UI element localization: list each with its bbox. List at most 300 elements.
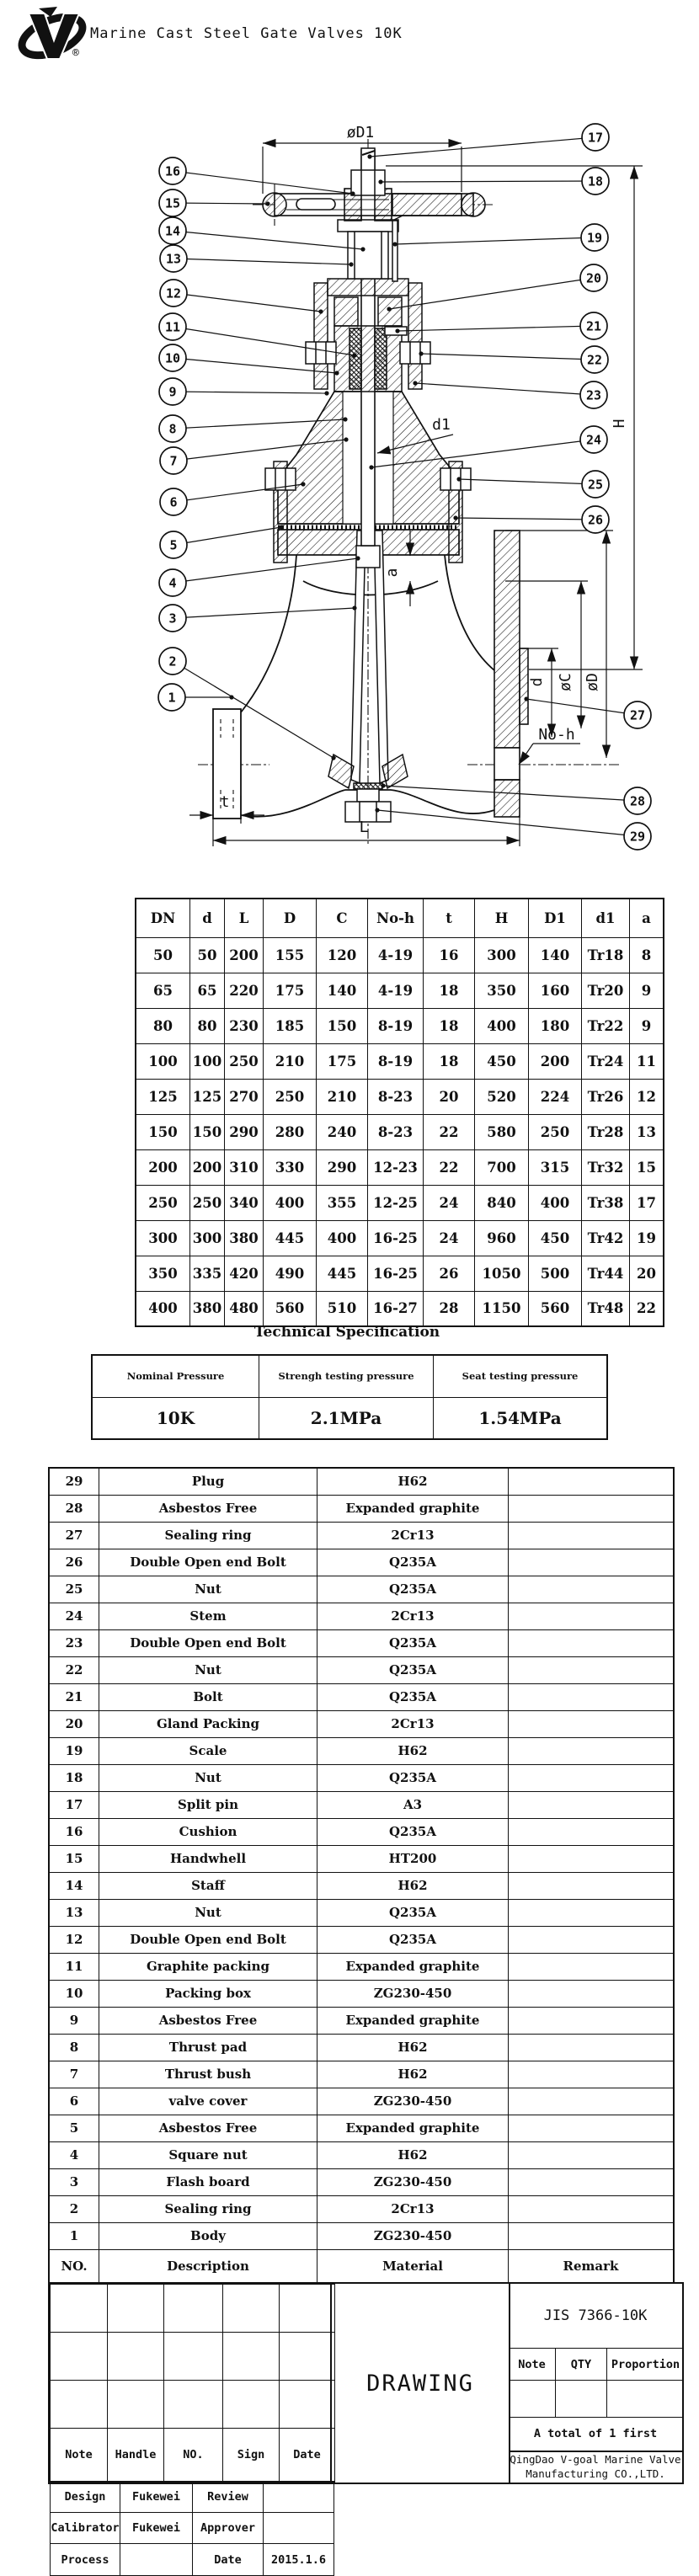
part-number: 28 xyxy=(49,1495,99,1522)
dim-table-cell: 280 xyxy=(264,1114,317,1149)
dim-table-cell: Tr44 xyxy=(582,1256,630,1291)
dim-table-cell: 250 xyxy=(264,1079,317,1114)
dim-table-cell: 65 xyxy=(136,973,190,1008)
svg-text:5: 5 xyxy=(169,537,178,553)
dim-table-cell: 400 xyxy=(136,1291,190,1326)
part-material: H62 xyxy=(317,2061,509,2088)
dim-table-cell: Tr18 xyxy=(582,937,630,973)
parts-list-row xyxy=(49,1764,674,1791)
role-calibrator: Calibrator xyxy=(51,2513,120,2544)
svg-text:13: 13 xyxy=(165,251,182,267)
parts-list-row xyxy=(49,1710,674,1737)
svg-text:26: 26 xyxy=(587,512,604,528)
dim-table-cell: 19 xyxy=(630,1220,664,1256)
dim-table-cell: 200 xyxy=(225,937,264,973)
part-remark xyxy=(509,2034,675,2061)
part-remark xyxy=(509,2168,675,2195)
svg-text:21: 21 xyxy=(585,318,602,334)
part-description: Nut xyxy=(99,1576,317,1603)
part-material: Q235A xyxy=(317,1656,509,1683)
part-number: 5 xyxy=(49,2115,99,2141)
parts-list-row xyxy=(49,1522,674,1549)
spec-header-seat: Seat testing pressure xyxy=(434,1355,608,1397)
part-material: H62 xyxy=(317,2034,509,2061)
part-remark xyxy=(509,1737,675,1764)
process-name xyxy=(120,2544,193,2576)
part-material: ZG230-450 xyxy=(317,1980,509,2007)
parts-list-header-row xyxy=(49,2249,674,2283)
dim-table-cell: Tr48 xyxy=(582,1291,630,1326)
dim-table-row xyxy=(136,973,664,1008)
dim-table-cell: 380 xyxy=(225,1220,264,1256)
dim-table-cell: 580 xyxy=(475,1114,529,1149)
svg-text:12: 12 xyxy=(165,285,182,301)
dim-table-row xyxy=(136,1220,664,1256)
standard-number: JIS 7366-10K xyxy=(543,2307,648,2324)
dim-table-cell: 17 xyxy=(630,1185,664,1220)
part-description: Nut xyxy=(99,1899,317,1926)
parts-list-row xyxy=(49,1603,674,1629)
dim-label-stem-dia: d1 xyxy=(432,416,451,434)
date-value: 2015.1.6 xyxy=(264,2544,334,2576)
part-description: Scale xyxy=(99,1737,317,1764)
dim-table-cell: 12 xyxy=(630,1079,664,1114)
parts-list-row xyxy=(49,2141,674,2168)
qty-header-proportion: Proportion xyxy=(607,2349,685,2381)
dim-table-cell: 315 xyxy=(529,1149,582,1185)
part-number: 29 xyxy=(49,1468,99,1495)
dim-table-cell: Tr28 xyxy=(582,1114,630,1149)
parts-list-row xyxy=(49,1899,674,1926)
dim-table-cell: 12-25 xyxy=(368,1185,424,1220)
title-block-right xyxy=(509,2284,682,2483)
part-number: 2 xyxy=(49,2195,99,2222)
part-material: 2Cr13 xyxy=(317,2195,509,2222)
dim-table-cell: 120 xyxy=(317,937,368,973)
parts-list-row xyxy=(49,2088,674,2115)
part-description: Split pin xyxy=(99,1791,317,1818)
dim-table-cell: Tr26 xyxy=(582,1079,630,1114)
svg-text:28: 28 xyxy=(629,793,646,809)
parts-list-row xyxy=(49,2061,674,2088)
dim-table-cell: 13 xyxy=(630,1114,664,1149)
part-remark xyxy=(509,1791,675,1818)
dim-table-cell: 22 xyxy=(630,1291,664,1326)
spec-value-strength: 2.1MPa xyxy=(259,1397,434,1439)
part-description: Sealing ring xyxy=(99,2195,317,2222)
part-material: ZG230-450 xyxy=(317,2222,509,2249)
svg-text:4: 4 xyxy=(168,575,177,591)
svg-text:20: 20 xyxy=(585,270,602,286)
spec-title: Technical Specification xyxy=(253,1324,440,1341)
dim-table-cell: 9 xyxy=(630,973,664,1008)
dim-label-bore: d xyxy=(528,677,546,687)
callout-18 xyxy=(378,168,609,195)
part-description: Body xyxy=(99,2222,317,2249)
dim-table-cell: 16-25 xyxy=(368,1220,424,1256)
dim-label-height: H xyxy=(611,419,628,429)
dim-table-cell: Tr20 xyxy=(582,973,630,1008)
callout-26 xyxy=(453,506,609,533)
part-remark xyxy=(509,2088,675,2115)
dim-table-cell: 270 xyxy=(225,1079,264,1114)
dim-table-cell: 200 xyxy=(190,1149,225,1185)
dim-table-cell: 240 xyxy=(317,1114,368,1149)
part-material: Q235A xyxy=(317,1629,509,1656)
approval-header-note: Note xyxy=(51,2428,108,2482)
callout-14 xyxy=(159,217,366,252)
dim-table-cell: 250 xyxy=(225,1043,264,1079)
dim-table-cell: 160 xyxy=(529,973,582,1008)
dim-table-cell: 330 xyxy=(264,1149,317,1185)
dim-table-cell: 210 xyxy=(317,1079,368,1114)
dim-table-cell: 20 xyxy=(424,1079,475,1114)
dim-table-cell: 420 xyxy=(225,1256,264,1291)
part-number: 13 xyxy=(49,1899,99,1926)
dim-table-cell: 125 xyxy=(136,1079,190,1114)
dim-table-cell: 175 xyxy=(317,1043,368,1079)
calibrator-name: Fukewei xyxy=(120,2513,193,2544)
part-description: Sealing ring xyxy=(99,1522,317,1549)
dim-table-cell: Tr22 xyxy=(582,1008,630,1043)
dim-table-cell: 8-23 xyxy=(368,1079,424,1114)
dim-table-cell: 100 xyxy=(136,1043,190,1079)
dim-label-seat: a xyxy=(383,568,401,578)
dim-table-cell: 8 xyxy=(630,937,664,973)
date-label: Date xyxy=(193,2544,264,2576)
svg-text:16: 16 xyxy=(164,163,181,179)
dim-table-row xyxy=(136,1114,664,1149)
dim-table-cell: 250 xyxy=(136,1185,190,1220)
dim-table-cell: 450 xyxy=(529,1220,582,1256)
part-remark xyxy=(509,2061,675,2088)
part-description: Flash board xyxy=(99,2168,317,2195)
part-material: Expanded graphite xyxy=(317,1953,509,1980)
dim-table-cell: 4-19 xyxy=(368,973,424,1008)
part-description: Stem xyxy=(99,1603,317,1629)
svg-text:14: 14 xyxy=(164,223,181,239)
part-remark xyxy=(509,1629,675,1656)
approval-header-date: Date xyxy=(280,2428,335,2482)
part-remark xyxy=(509,1899,675,1926)
part-number: 9 xyxy=(49,2007,99,2034)
dim-table-cell: 200 xyxy=(529,1043,582,1079)
dim-table-cell: 150 xyxy=(136,1114,190,1149)
dim-table-cell: 185 xyxy=(264,1008,317,1043)
part-description: Plug xyxy=(99,1468,317,1495)
svg-text:10: 10 xyxy=(164,350,181,366)
part-description: Handwhell xyxy=(99,1845,317,1872)
part-material: Expanded graphite xyxy=(317,2007,509,2034)
dim-table-cell: 125 xyxy=(190,1079,225,1114)
dim-table-cell: 24 xyxy=(424,1220,475,1256)
part-number: 4 xyxy=(49,2141,99,2168)
dim-table-cell: 140 xyxy=(529,937,582,973)
dim-table-cell: 8-19 xyxy=(368,1008,424,1043)
dim-col-header: d1 xyxy=(582,899,630,937)
part-description: Asbestos Free xyxy=(99,2115,317,2141)
svg-text:22: 22 xyxy=(586,352,603,368)
yoke-sleeve xyxy=(338,216,403,281)
part-remark xyxy=(509,1710,675,1737)
dim-col-header: D xyxy=(264,899,317,937)
approval-grid xyxy=(50,2284,330,2567)
svg-text:23: 23 xyxy=(585,387,602,403)
dim-table-cell: 560 xyxy=(529,1291,582,1326)
part-remark xyxy=(509,1549,675,1576)
svg-text:25: 25 xyxy=(587,477,604,493)
svg-text:11: 11 xyxy=(164,319,181,335)
parts-list-table xyxy=(48,1467,675,2284)
dim-table-cell: 490 xyxy=(264,1256,317,1291)
dim-table-cell: 400 xyxy=(264,1185,317,1220)
part-description: Double Open end Bolt xyxy=(99,1629,317,1656)
part-number: 20 xyxy=(49,1710,99,1737)
dim-table-cell: 290 xyxy=(317,1149,368,1185)
dim-table-cell: 500 xyxy=(529,1256,582,1291)
dim-table-cell: Tr38 xyxy=(582,1185,630,1220)
dim-table-row xyxy=(136,1079,664,1114)
part-material: Q235A xyxy=(317,1576,509,1603)
svg-text:17: 17 xyxy=(587,130,604,146)
parts-list-row xyxy=(49,1818,674,1845)
callout-12 xyxy=(160,280,323,314)
dim-table-cell: 335 xyxy=(190,1256,225,1291)
dim-label-bolt-circle: øC xyxy=(557,673,574,691)
drain-plug xyxy=(345,783,391,822)
parts-col-header: NO. xyxy=(49,2249,99,2283)
part-number: 14 xyxy=(49,1872,99,1899)
part-remark xyxy=(509,1522,675,1549)
svg-text:18: 18 xyxy=(587,173,604,189)
part-material: ZG230-450 xyxy=(317,2088,509,2115)
dim-table-cell: 50 xyxy=(190,937,225,973)
dim-table-cell: 250 xyxy=(529,1114,582,1149)
dim-col-header: L xyxy=(225,899,264,937)
part-number: 16 xyxy=(49,1818,99,1845)
dim-table-cell: 20 xyxy=(630,1256,664,1291)
part-remark xyxy=(509,2222,675,2249)
part-remark xyxy=(509,1926,675,1953)
part-number: 25 xyxy=(49,1576,99,1603)
approval-header-handle: Handle xyxy=(108,2428,164,2482)
part-remark xyxy=(509,1980,675,2007)
dim-table-cell: 4-19 xyxy=(368,937,424,973)
dim-table-cell: 16 xyxy=(424,937,475,973)
part-material: Expanded graphite xyxy=(317,1495,509,1522)
svg-text:9: 9 xyxy=(168,384,177,400)
company-name-line2: Manufacturing CO.,LTD. xyxy=(526,2467,665,2480)
parts-list-row xyxy=(49,1629,674,1656)
part-number: 12 xyxy=(49,1926,99,1953)
part-number: 18 xyxy=(49,1764,99,1791)
dim-table-cell: 11 xyxy=(630,1043,664,1079)
dim-table-cell: 210 xyxy=(264,1043,317,1079)
dim-table-cell: 520 xyxy=(475,1079,529,1114)
dim-col-header: No-h xyxy=(368,899,424,937)
parts-list-row xyxy=(49,1549,674,1576)
dim-table-row xyxy=(136,1185,664,1220)
dim-col-header: d xyxy=(190,899,225,937)
part-description: Double Open end Bolt xyxy=(99,1549,317,1576)
part-remark xyxy=(509,2115,675,2141)
part-number: 19 xyxy=(49,1737,99,1764)
callout-21 xyxy=(395,312,607,339)
part-description: Square nut xyxy=(99,2141,317,2168)
parts-col-header: Description xyxy=(99,2249,317,2283)
dimension-table xyxy=(135,898,664,1327)
callout-4 xyxy=(159,556,360,596)
dim-col-header: C xyxy=(317,899,368,937)
part-remark xyxy=(509,1764,675,1791)
dim-table-cell: 400 xyxy=(529,1185,582,1220)
part-description: Gland Packing xyxy=(99,1710,317,1737)
registered-mark-icon: ® xyxy=(72,47,79,60)
part-remark xyxy=(509,1656,675,1683)
dim-table-cell: 340 xyxy=(225,1185,264,1220)
svg-text:24: 24 xyxy=(585,432,602,448)
dim-table-cell: 200 xyxy=(136,1149,190,1185)
part-remark xyxy=(509,2195,675,2222)
part-number: 22 xyxy=(49,1656,99,1683)
qty-header-qty: QTY xyxy=(556,2349,607,2381)
parts-list-row xyxy=(49,2034,674,2061)
dim-table-cell: 400 xyxy=(475,1008,529,1043)
part-number: 27 xyxy=(49,1522,99,1549)
dim-table-cell: 960 xyxy=(475,1220,529,1256)
dim-table-cell: 18 xyxy=(424,1008,475,1043)
part-material: HT200 xyxy=(317,1845,509,1872)
spec-value-seat: 1.54MPa xyxy=(434,1397,608,1439)
spec-value-nominal: 10K xyxy=(92,1397,259,1439)
dim-table-cell: 250 xyxy=(190,1185,225,1220)
svg-text:6: 6 xyxy=(169,494,178,510)
dim-table-cell: 50 xyxy=(136,937,190,973)
part-description: valve cover xyxy=(99,2088,317,2115)
packing-assembly xyxy=(306,279,430,392)
dim-table-cell: 445 xyxy=(317,1256,368,1291)
dim-table-row xyxy=(136,1256,664,1291)
part-number: 10 xyxy=(49,1980,99,2007)
dim-table-cell: 80 xyxy=(136,1008,190,1043)
approval-header-no: NO. xyxy=(164,2428,223,2482)
dim-table-cell: 1050 xyxy=(475,1256,529,1291)
dim-table-cell: 840 xyxy=(475,1185,529,1220)
part-material: H62 xyxy=(317,1737,509,1764)
svg-text:1: 1 xyxy=(168,690,176,706)
part-remark xyxy=(509,1576,675,1603)
dim-table-cell: 290 xyxy=(225,1114,264,1149)
part-description: Staff xyxy=(99,1872,317,1899)
dim-table-cell: 150 xyxy=(317,1008,368,1043)
dim-table-cell: Tr32 xyxy=(582,1149,630,1185)
part-remark xyxy=(509,1495,675,1522)
role-process: Process xyxy=(51,2544,120,2576)
role-approver: Approver xyxy=(193,2513,264,2544)
svg-text:3: 3 xyxy=(168,611,177,627)
spec-header-nominal: Nominal Pressure xyxy=(92,1355,259,1397)
dim-table-cell: 350 xyxy=(475,973,529,1008)
parts-list-row xyxy=(49,2222,674,2249)
dim-table-cell: 15 xyxy=(630,1149,664,1185)
role-design: Design xyxy=(51,2482,120,2513)
page-title: Marine Cast Steel Gate Valves 10K xyxy=(90,25,403,42)
parts-list-row xyxy=(49,2195,674,2222)
spec-table xyxy=(91,1354,608,1440)
parts-col-header: Material xyxy=(317,2249,509,2283)
part-material: Q235A xyxy=(317,1764,509,1791)
parts-col-header: Remark xyxy=(509,2249,675,2283)
part-material: Q235A xyxy=(317,1683,509,1710)
parts-list-row xyxy=(49,1926,674,1953)
callout-25 xyxy=(456,471,609,498)
spec-header-strength: Strengh testing pressure xyxy=(259,1355,434,1397)
parts-list-row xyxy=(49,1683,674,1710)
dim-table-cell: 300 xyxy=(190,1220,225,1256)
dim-table-cell: 380 xyxy=(190,1291,225,1326)
dim-table-cell: 16-25 xyxy=(368,1256,424,1291)
dim-table-cell: 100 xyxy=(190,1043,225,1079)
dim-table-cell: 310 xyxy=(225,1149,264,1185)
part-remark xyxy=(509,1683,675,1710)
parts-list-row xyxy=(49,2115,674,2141)
dim-table-row xyxy=(136,1043,664,1079)
parts-list-row xyxy=(49,1791,674,1818)
parts-list-row xyxy=(49,1953,674,1980)
parts-list-row xyxy=(49,1872,674,1899)
part-remark xyxy=(509,1845,675,1872)
dim-table-cell: 300 xyxy=(136,1220,190,1256)
callout-17 xyxy=(367,124,609,159)
parts-list-row xyxy=(49,2168,674,2195)
dim-table-cell: 22 xyxy=(424,1149,475,1185)
part-number: 24 xyxy=(49,1603,99,1629)
dim-table-cell: 65 xyxy=(190,973,225,1008)
part-material: 2Cr13 xyxy=(317,1710,509,1737)
dim-table-cell: 480 xyxy=(225,1291,264,1326)
part-material: A3 xyxy=(317,1791,509,1818)
dim-table-cell: 12-23 xyxy=(368,1149,424,1185)
title-block xyxy=(48,2282,684,2567)
part-number: 26 xyxy=(49,1549,99,1576)
part-number: 23 xyxy=(49,1629,99,1656)
dim-table-cell: 220 xyxy=(225,973,264,1008)
right-flange-section xyxy=(494,531,528,817)
dim-table-cell: Tr42 xyxy=(582,1220,630,1256)
part-description: Packing box xyxy=(99,1980,317,2007)
dim-col-header: DN xyxy=(136,899,190,937)
part-remark xyxy=(509,1953,675,1980)
dim-label-length: L xyxy=(359,819,369,836)
review-sign xyxy=(264,2482,334,2513)
part-description: Nut xyxy=(99,1764,317,1791)
parts-list-row xyxy=(49,1495,674,1522)
part-number: 3 xyxy=(49,2168,99,2195)
dim-table-cell: 560 xyxy=(264,1291,317,1326)
dim-table-cell: 80 xyxy=(190,1008,225,1043)
drawing-label: DRAWING xyxy=(330,2284,510,2483)
designer-name: Fukewei xyxy=(120,2482,193,2513)
parts-list-row xyxy=(49,1468,674,1495)
dim-table-cell: 18 xyxy=(424,1043,475,1079)
approval-header-sign: Sign xyxy=(223,2428,280,2482)
part-remark xyxy=(509,2007,675,2034)
dim-table-cell: 155 xyxy=(264,937,317,973)
dim-table-cell: 445 xyxy=(264,1220,317,1256)
callout-19 xyxy=(392,224,608,251)
callout-15 xyxy=(159,189,270,216)
dim-table-cell: 28 xyxy=(424,1291,475,1326)
